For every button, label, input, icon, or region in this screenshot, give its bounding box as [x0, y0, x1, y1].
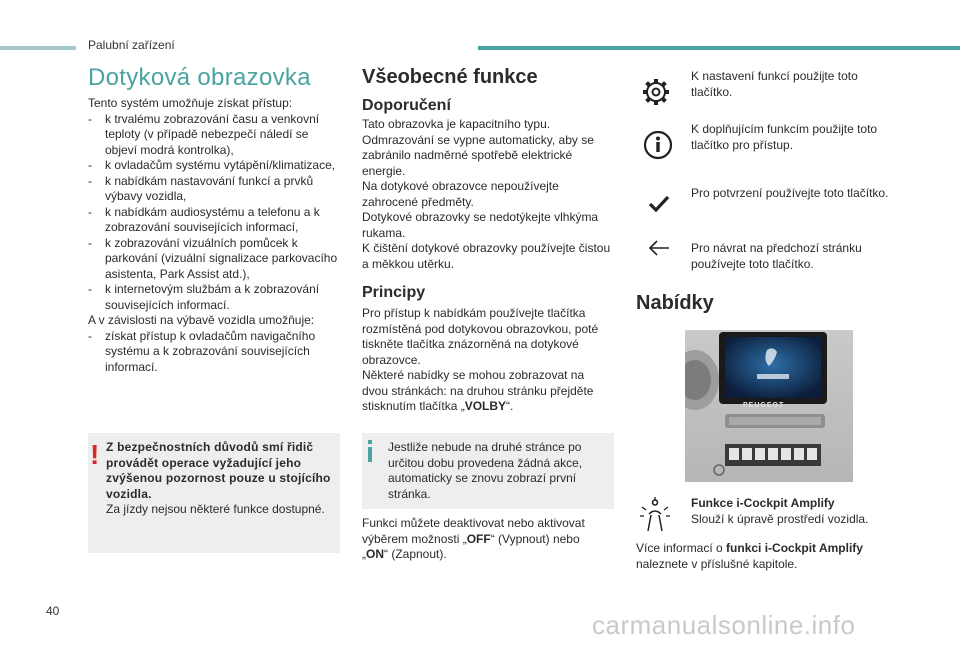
section-label: Palubní zařízení	[88, 38, 175, 52]
warning-text	[106, 440, 332, 518]
recommendation-line: K čištění dotykové obrazovky používejte čistou a měkkou utěrku.	[362, 241, 611, 271]
amplify-text: Slouží k úpravě prostředí vozidla.	[691, 511, 869, 526]
warning-bold: Z bezpečnostních důvodů smí řidič provádět operace vyžadující jeho zvýšenou pozornost pouze u stojícího vozidla.	[106, 440, 331, 501]
list-item: - k internetovým službám a k zobrazování souvisejících informací.	[88, 282, 338, 313]
list-item: - k nabídkám audiosystému a telefonu a k zobrazování souvisejících informací,	[88, 205, 338, 236]
warning-icon: !	[90, 439, 100, 470]
list-item: - k trvalému zobrazování času a venkovní teploty (v případě nebezpečí náledí se objeví modrá kontrolka),	[88, 112, 338, 159]
info-icon-bar	[368, 447, 372, 462]
feature-list	[88, 112, 338, 314]
dashboard-photo	[685, 330, 853, 482]
info-icon	[643, 130, 673, 160]
amplify-keyword: funkci i-Cockpit Amplify	[726, 541, 863, 555]
info-description: K doplňujícím funkcím použijte toto tlačítko pro přístup.	[691, 122, 878, 152]
principles-heading: Principy	[362, 284, 426, 301]
principles-text	[362, 306, 608, 415]
back-arrow-icon	[648, 240, 670, 256]
checkmark-icon	[648, 195, 670, 213]
list-item: - k nabídkám nastavování funkcí a prvků výbavy vozidla,	[88, 174, 338, 205]
header-rule-left	[0, 46, 76, 50]
watermark: carmanualsonline.info	[592, 610, 856, 640]
screen-brand: PEUGEOT	[743, 402, 785, 409]
recommendation-line: Dotykové obrazovky se nedotýkejte vlhkýma rukama.	[362, 210, 599, 240]
info-icon	[368, 440, 372, 444]
amplify-block	[691, 496, 891, 527]
options-keyword: VOLBY	[464, 399, 507, 413]
recommendation-line: Tato obrazovka je kapacitního typu.	[362, 117, 551, 131]
intro-block	[88, 96, 338, 375]
menus-heading: Nabídky	[636, 292, 714, 314]
list-item: - k zobrazování vizuálních pomůcek k parkování (vizuální signalizace parkovacího asistenta, Park Assist atd.),	[88, 236, 338, 283]
intro-text-2: A v závislosti na výbavě vozidla umožňuje:	[88, 313, 315, 327]
list-item: - k ovladačům systému vytápění/klimatizace,	[88, 158, 338, 174]
amplify-title: Funkce i-Cockpit Amplify	[691, 496, 835, 510]
gear-icon	[639, 75, 673, 109]
intro-text: Tento systém umožňuje získat přístup:	[88, 96, 293, 110]
feature-list-2	[88, 329, 338, 376]
checkmark-description: Pro potvrzení používejte toto tlačítko.	[691, 186, 889, 200]
on-keyword: ON	[366, 547, 384, 561]
warning-normal: Za jízdy nejsou některé funkce dostupné.	[106, 502, 325, 516]
header-rule-right	[478, 46, 960, 50]
recommendations-heading: Doporučení	[362, 97, 451, 114]
principles-para-2: Některé nabídky se mohou zobrazovat na dvou stránkách: na druhou stránku přejděte stisknutím tlačítka „VOLBY“.	[362, 368, 594, 413]
page-number: 40	[46, 604, 60, 618]
more-info: Více informací o funkci i-Cockpit Amplify naleznete v příslušné kapitole.	[636, 541, 863, 571]
recommendation-line: Na dotykové obrazovce nepoužívejte zahrocené předměty.	[362, 179, 559, 209]
principles-para-1: Pro přístup k nabídkám používejte tlačítka rozmístěná pod dotykovou obrazovkou, poté tiskněte tlačítka znázorněná na dotykové obrazovce.	[362, 306, 599, 367]
recommendations-text	[362, 117, 618, 272]
deactivate-text: Funkci můžete deaktivovat nebo aktivovat výběrem možnosti „OFF“ (Vypnout) nebo „ON“ (Zapnout).	[362, 516, 585, 561]
back-description: Pro návrat na předchozí stránku používejte toto tlačítko.	[691, 241, 862, 271]
i-cockpit-amplify-icon	[638, 497, 672, 535]
info-text: Jestliže nebude na druhé stránce po určitou dobu provedena žádná akce, automaticky se znovu zobrazí první stránka.	[388, 440, 583, 501]
recommendation-line: Odmrazování se vypne automaticky, aby se zabránilo nadměrné spotřebě elektrické energie.	[362, 132, 594, 178]
list-item: - získat přístup k ovladačům navigačního systému a k zobrazování souvisejících informací.	[88, 329, 338, 376]
off-keyword: OFF	[466, 531, 491, 546]
general-functions-heading: Všeobecné funkce	[362, 66, 538, 88]
gear-description: K nastavení funkcí použijte toto tlačítko.	[691, 69, 858, 99]
page-title: Dotyková obrazovka	[88, 64, 311, 91]
